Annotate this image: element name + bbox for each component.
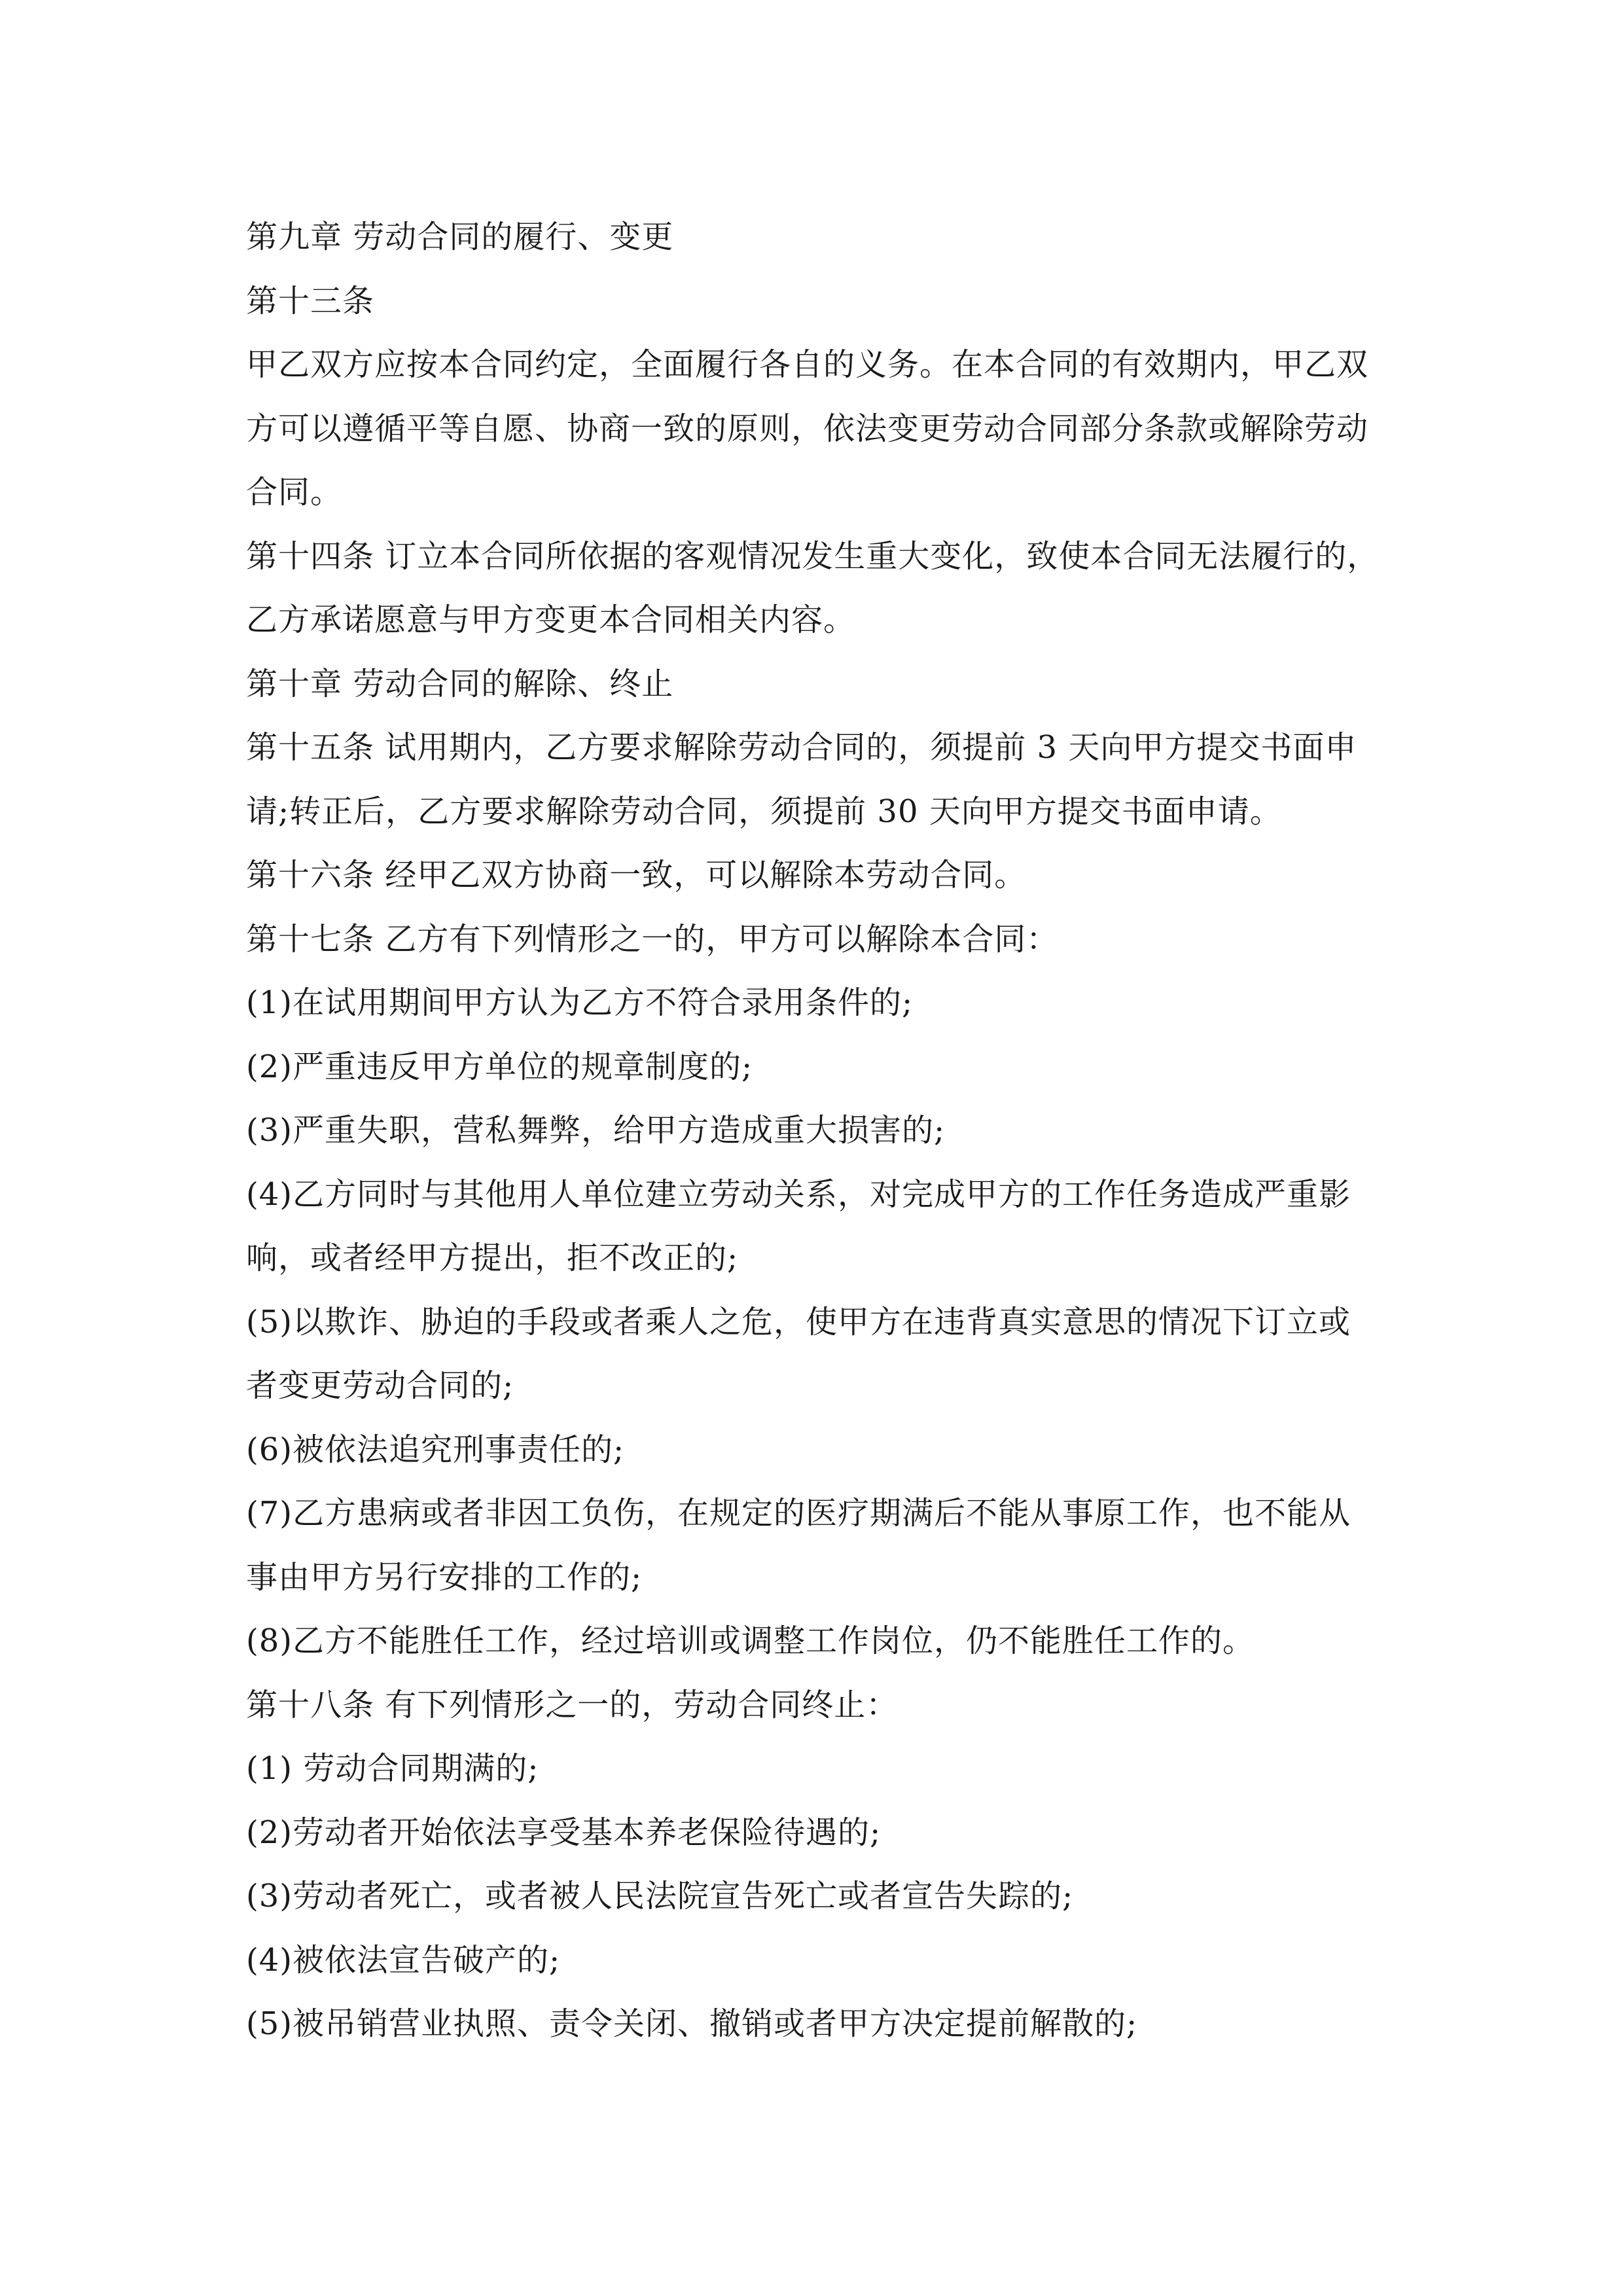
text-line: 者变更劳动合同的; bbox=[246, 1367, 514, 1404]
chapter-9-heading: 第九章 劳动合同的履行、变更 bbox=[246, 219, 674, 255]
text-line: 乙方承诺愿意与甲方变更本合同相关内容。 bbox=[246, 601, 856, 638]
article-18-line: 第十八条 有下列情形之一的，劳动合同终止： bbox=[246, 1686, 899, 1723]
list-item: (4)乙方同时与其他用人单位建立劳动关系，对完成甲方的工作任务造成严重影 bbox=[246, 1175, 1351, 1213]
list-item: (8)乙方不能胜任工作，经过培训或调整工作岗位，仍不能胜任工作的。 bbox=[246, 1623, 1255, 1659]
list-item: (5)被吊销营业执照、责令关闭、撤销或者甲方决定提前解散的; bbox=[246, 2005, 1138, 2042]
list-item: (7)乙方患病或者非因工负伤，在规定的医疗期满后不能从事原工作，也不能从 bbox=[246, 1495, 1351, 1532]
chapter-10-heading: 第十章 劳动合同的解除、终止 bbox=[246, 665, 674, 702]
text-line: 请;转正后，乙方要求解除劳动合同，须提前 30 天向甲方提交书面申请。 bbox=[246, 793, 1282, 830]
article-17-line: 第十七条 乙方有下列情形之一的，甲方可以解除本合同： bbox=[246, 920, 1059, 958]
article-14-line: 第十四条 订立本合同所依据的客观情况发生重大变化，致使本合同无法履行的， bbox=[246, 537, 1380, 575]
list-item: (2)劳动者开始依法享受基本养老保险待遇的; bbox=[246, 1814, 882, 1851]
document-body bbox=[246, 206, 1385, 2056]
list-item: (1)在试用期间甲方认为乙方不符合录用条件的; bbox=[246, 984, 914, 1021]
article-13-heading: 第十三条 bbox=[246, 282, 375, 319]
article-16-line: 第十六条 经甲乙双方协商一致，可以解除本劳动合同。 bbox=[246, 857, 1027, 893]
list-item: (2)严重违反甲方单位的规章制度的; bbox=[246, 1048, 753, 1085]
article-15-line: 第十五条 试用期内，乙方要求解除劳动合同的，须提前 3 天向甲方提交书面申 bbox=[246, 729, 1357, 766]
list-item: (4)被依法宣告破产的; bbox=[246, 1941, 561, 1979]
list-item: (1) 劳动合同期满的; bbox=[246, 1750, 539, 1787]
text-line: 响，或者经甲方提出，拒不改正的; bbox=[246, 1240, 739, 1276]
list-item: (3)严重失职，营私舞弊，给甲方造成重大损害的; bbox=[246, 1112, 946, 1149]
list-item: (6)被依法追究刑事责任的; bbox=[246, 1431, 625, 1468]
text-line: 合同。 bbox=[246, 474, 343, 511]
text-line: 事由甲方另行安排的工作的; bbox=[246, 1558, 643, 1596]
list-item: (5)以欺诈、胁迫的手段或者乘人之危，使甲方在违背真实意思的情况下订立或 bbox=[246, 1303, 1351, 1340]
text-line: 方可以遵循平等自愿、协商一致的原则，依法变更劳动合同部分条款或解除劳动 bbox=[246, 410, 1369, 447]
list-item: (3)劳动者死亡，或者被人民法院宣告死亡或者宣告失踪的; bbox=[246, 1878, 1074, 1914]
text-line: 甲乙双方应按本合同约定，全面履行各自的义务。在本合同的有效期内，甲乙双 bbox=[246, 346, 1369, 383]
